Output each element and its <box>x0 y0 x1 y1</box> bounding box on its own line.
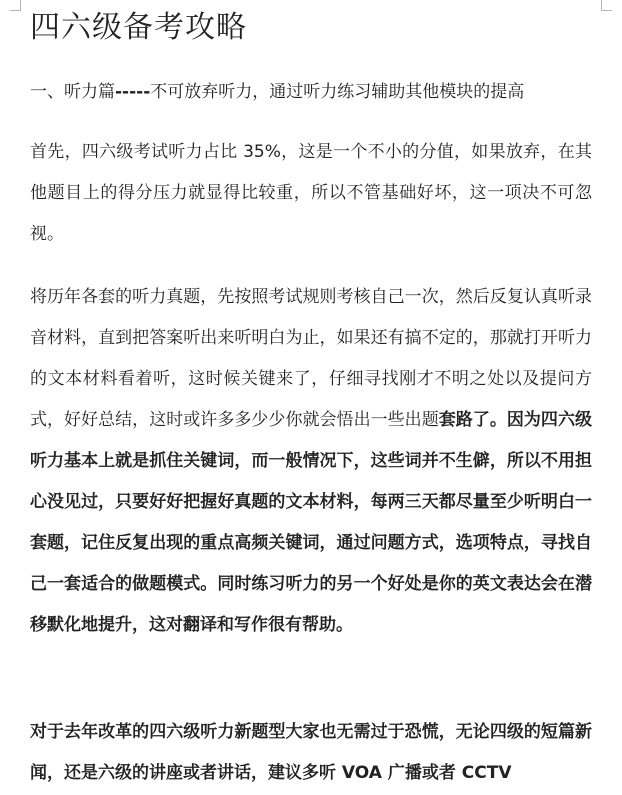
paragraph3-text-middle: 广播或者 <box>381 763 462 783</box>
paragraph3-voa: VOA <box>341 763 382 783</box>
section-heading-prefix: 一、听力篇 <box>30 82 115 102</box>
page-corner-mark-top-left <box>10 0 21 11</box>
paragraph-practice-method <box>30 277 592 646</box>
page-corner-mark-top-right <box>601 0 612 11</box>
document-title: 四六级备考攻略 <box>30 10 247 45</box>
section-heading-listening <box>30 80 524 104</box>
paragraph3-cctv: CCTV <box>461 763 512 783</box>
paragraph1-text-end: ，这是一个不小的分值，如果放弃，在其他题目上的得分压力就显得比较重，所以不管基础好坏，这一项决不可忽视。 <box>30 142 592 244</box>
section-heading-rest: 不可放弃听力，通过听力练习辅助其他模块的提高 <box>150 82 525 102</box>
paragraph-new-question-types <box>30 712 592 794</box>
paragraph2-bold-text: 套路了。因为四六级听力基本上就是抓住关键词，而一般情况下，这些词并不生僻，所以不用担心没见过，只要好好把握好真题的文本材料，每两三天都尽量至少听明白一套题，记住反复出现的重点高频关键词，通过问题方式，选项特点，寻找自己一套适合的做题模式。同时练习听力的另一个好处是你的英文表达会在潜移默化地提升，这对翻译和写作很有帮助。 <box>30 410 592 635</box>
paragraph1-text-start: 首先，四六级考试听力占比 <box>30 142 244 162</box>
paragraph-listening-weight <box>30 132 592 255</box>
section-heading-dash: ----- <box>115 82 151 102</box>
paragraph1-percent: 35% <box>243 142 281 162</box>
paragraph2-normal-text: 将历年各套的听力真题，先按照考试规则考核自己一次，然后反复认真听录音材料，直到把答案听出来听明白为止，如果还有搞不定的，那就打开听力的文本材料看着听，这时候关键来了，仔细寻找刚才不明之处以及提问方式，好好总结，这时或许多多少少你就会悟出一些出题 <box>30 287 592 430</box>
paragraph3-text-start: 对于去年改革的四六级听力新题型大家也无需过于恐慌，无论四级的短篇新闻，还是六级的讲座或者讲话，建议多听 <box>30 722 592 783</box>
